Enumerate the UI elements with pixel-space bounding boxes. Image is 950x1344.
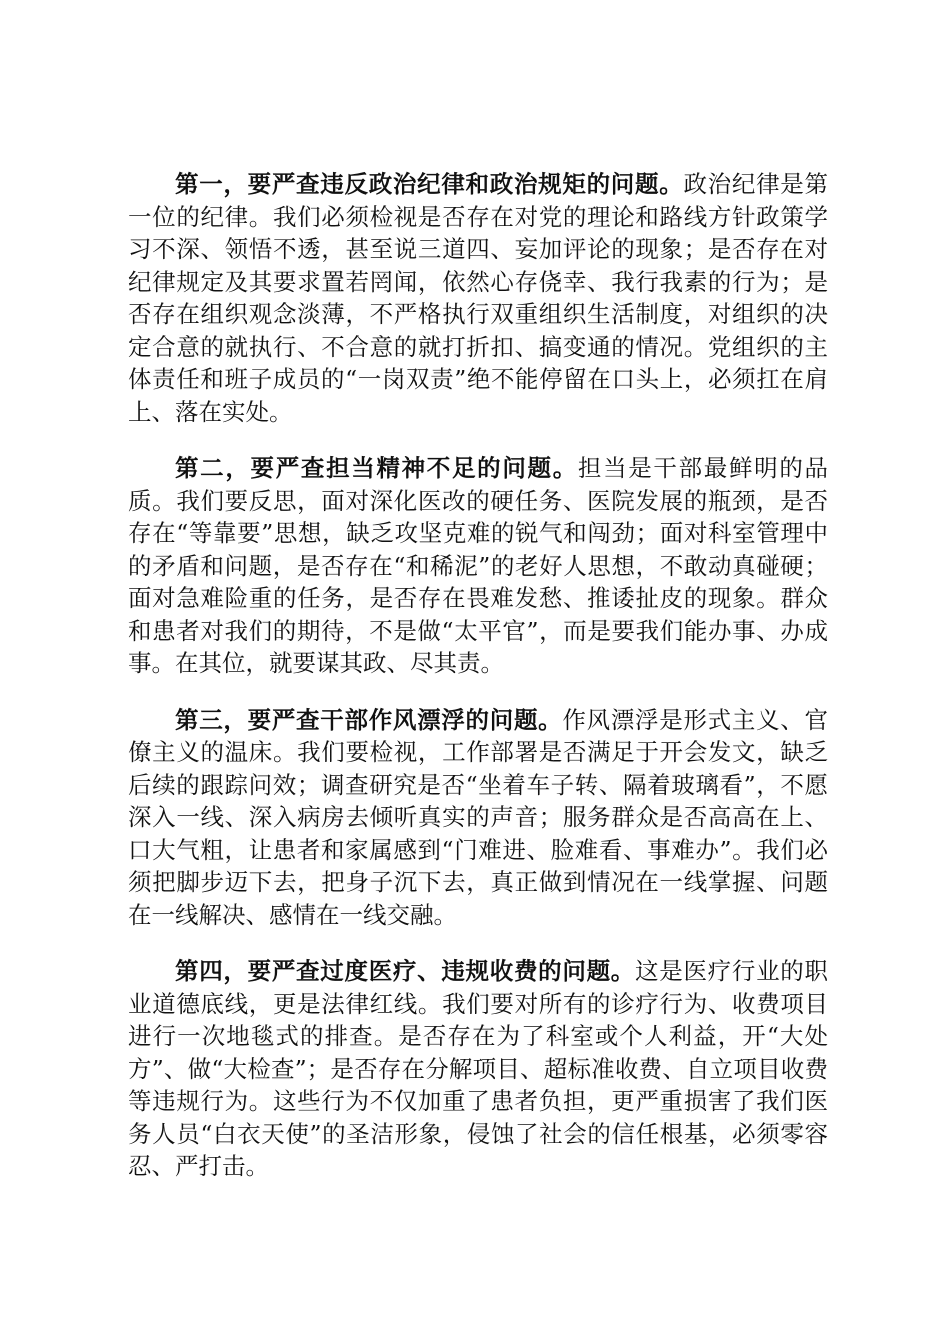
paragraph-heading: 第四，要严查过度医疗、违规收费的问题。 (175, 957, 636, 985)
paragraph-body: 担当是干部最鲜明的品质。我们要反思，面对深化医改的硬任务、医院发展的瓶颈，是否存在“等靠要”思想，缺乏攻坚克难的锐气和闯劲；面对科室管理中的矛盾和问题，是否存在“和稀泥”的老好人思想，不敢动真碰硬；面对急难险重的任务，是否存在畏难发愁、推诿扯皮的现象。群众和患者对我们的期待，不是做“太平官”，而是要我们能办事、办成事。在其位，就要谋其政、尽其责。 (128, 454, 829, 677)
document-page (128, 168, 828, 1207)
paragraph-body: 政治纪律是第一位的纪律。我们必须检视是否存在对党的理论和路线方针政策学习不深、领悟不透，甚至说三道四、妄加评论的现象；是否存在对纪律规定及其要求置若罔闻，依然心存侥幸、我行我素的行为；是否存在组织观念淡薄，不严格执行双重组织生活制度，对组织的决定合意的就执行、不合意的就打折扣、搞变通的情况。党组织的主体责任和班子成员的“一岗双责”绝不能停留在口头上，必须扛在肩上、落在实处。 (128, 170, 829, 426)
paragraph-4 (128, 955, 828, 1183)
paragraph-1 (128, 168, 828, 428)
paragraph-body: 这是医疗行业的职业道德底线，更是法律红线。我们要对所有的诊疗行为、收费项目进行一次地毯式的排查。是否存在为了科室或个人利益，开“大处方”、做“大检查”；是否存在分解项目、超标准收费、自立项目收费等违规行为。这些行为不仅加重了患者负担，更严重损害了我们医务人员“白衣天使”的圣洁形象，侵蚀了社会的信任根基，必须零容忍、严打击。 (128, 957, 829, 1180)
paragraph-heading: 第二，要严查担当精神不足的问题。 (175, 454, 578, 482)
paragraph-2 (128, 452, 828, 680)
paragraph-heading: 第一，要严查违反政治纪律和政治规矩的问题。 (175, 170, 684, 198)
paragraph-body: 作风漂浮是形式主义、官僚主义的温床。我们要检视，工作部署是否满足于开会发文，缺乏后续的跟踪问效；调查研究是否“坐着车子转、隔着玻璃看”，不愿深入一线、深入病房去倾听真实的声音；服务群众是否高高在上、口大气粗，让患者和家属感到“门难进、脸难看、事难办”。我们必须把脚步迈下去，把身子沉下去，真正做到情况在一线掌握、问题在一线解决、感情在一线交融。 (128, 705, 829, 929)
paragraph-3 (128, 704, 828, 932)
paragraph-heading: 第三，要严查干部作风漂浮的问题。 (175, 705, 563, 734)
